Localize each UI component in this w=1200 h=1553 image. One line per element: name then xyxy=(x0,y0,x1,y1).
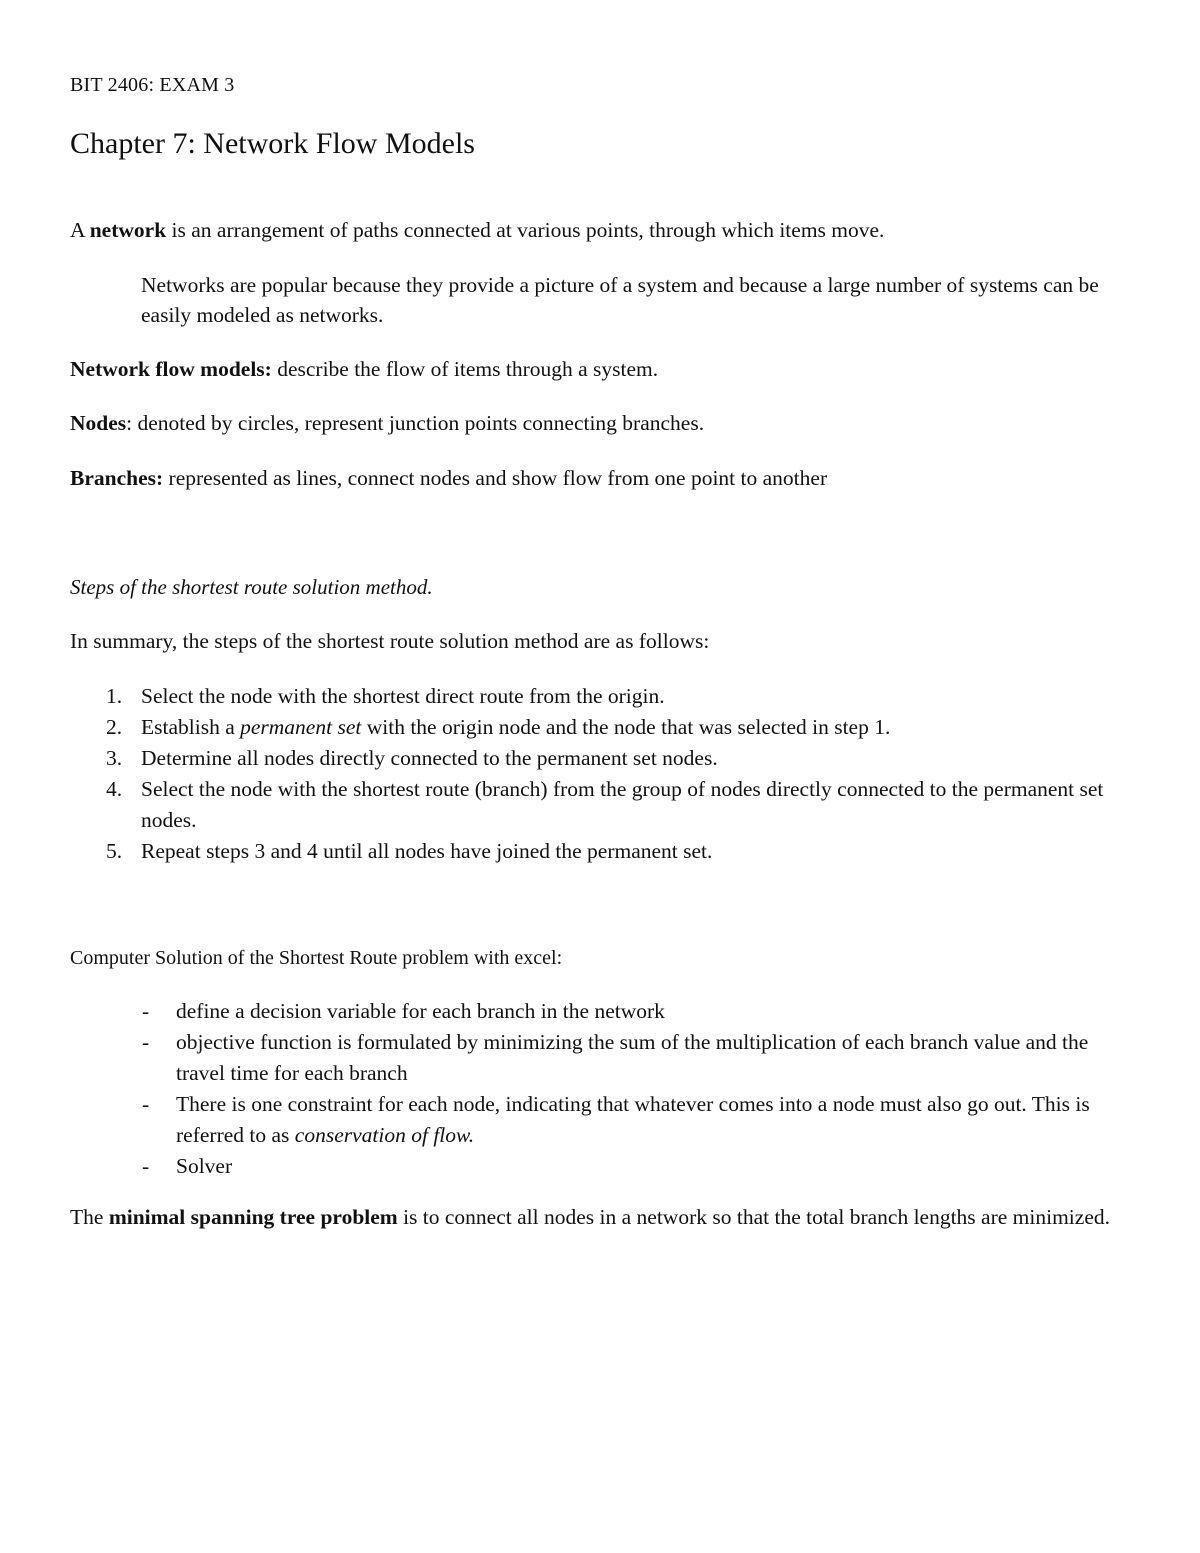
bullet-dash: - xyxy=(142,1154,150,1178)
network-definition xyxy=(70,215,1120,245)
step-text: Determine all nodes directly connected to the permanent set nodes. xyxy=(141,746,718,770)
bullet-dash: - xyxy=(142,1092,150,1116)
bullet-dash: - xyxy=(142,999,150,1023)
list-item xyxy=(70,681,1140,712)
exam-header: BIT 2406: EXAM 3 xyxy=(70,74,235,96)
step-number: 5. xyxy=(106,839,123,863)
summary-intro: In summary, the steps of the shortest route solution method are as follows: xyxy=(70,629,710,653)
computer-solution-heading: Computer Solution of the Shortest Route problem with excel: xyxy=(70,947,563,969)
permanent-set-term: permanent set xyxy=(240,715,362,739)
branches-text: represented as lines, connect nodes and show flow from one point to another xyxy=(163,466,828,490)
list-item xyxy=(70,1027,1140,1089)
nodes-term: Nodes xyxy=(70,411,127,435)
list-item xyxy=(70,1089,1140,1151)
list-item xyxy=(70,743,1140,774)
conservation-of-flow-term: conservation of flow. xyxy=(294,1123,475,1147)
bullet-text: define a decision variable for each branch in the network xyxy=(176,999,665,1023)
network-definition-text: is an arrangement of paths connected at various points, through which items move. xyxy=(166,218,885,242)
network-flow-models-text: describe the flow of items through a system. xyxy=(271,357,659,381)
step-text-pre: Establish a xyxy=(141,715,241,739)
network-flow-models-definition xyxy=(70,354,1120,384)
network-term: network xyxy=(89,218,167,242)
bullet-dash: - xyxy=(142,1030,150,1054)
chapter-title: Chapter 7: Network Flow Models xyxy=(70,127,475,160)
list-item xyxy=(70,712,1140,743)
bullet-text: Solver xyxy=(176,1154,233,1178)
network-definition-pre: A xyxy=(70,218,90,242)
list-item xyxy=(70,996,1140,1027)
steps-list xyxy=(70,681,1140,867)
step-text: Repeat steps 3 and 4 until all nodes have joined the permanent set. xyxy=(141,839,713,863)
step-text-post: with the origin node and the node that was selected in step 1. xyxy=(361,715,891,739)
step-number: 1. xyxy=(106,684,123,708)
nodes-definition xyxy=(70,408,1120,438)
mst-text: is to connect all nodes in a network so that the total branch lengths are minimized. xyxy=(397,1205,1110,1229)
nodes-text: : denoted by circles, represent junction points connecting branches. xyxy=(126,411,705,435)
minimal-spanning-tree-definition xyxy=(70,1202,1120,1232)
branches-definition xyxy=(70,463,1120,493)
network-flow-models-term: Network flow models: xyxy=(70,357,272,381)
list-item xyxy=(70,774,1140,836)
excel-bullets-list xyxy=(70,996,1140,1182)
bullet-text-pre: There is one constraint for each node, indicating that whatever comes into a node must also go out. This is referred to as xyxy=(176,1092,1090,1147)
mst-pre: The xyxy=(70,1205,109,1229)
step-number: 4. xyxy=(106,777,123,801)
list-item xyxy=(70,836,1140,867)
step-number: 3. xyxy=(106,746,123,770)
list-item xyxy=(70,1151,1140,1182)
step-number: 2. xyxy=(106,715,123,739)
step-text: Select the node with the shortest route (branch) from the group of nodes directly connected to the permanent set nodes. xyxy=(141,777,1104,832)
minimal-spanning-tree-term: minimal spanning tree problem xyxy=(108,1205,398,1229)
step-text: Select the node with the shortest direct route from the origin. xyxy=(141,684,665,708)
networks-popular-paragraph: Networks are popular because they provide a picture of a system and because a large number of systems can be easily modeled as networks. xyxy=(141,273,1099,327)
branches-term: Branches: xyxy=(70,466,164,490)
steps-heading: Steps of the shortest route solution method. xyxy=(70,575,433,599)
bullet-text: objective function is formulated by minimizing the sum of the multiplication of each branch value and the travel time for each branch xyxy=(176,1030,1089,1085)
